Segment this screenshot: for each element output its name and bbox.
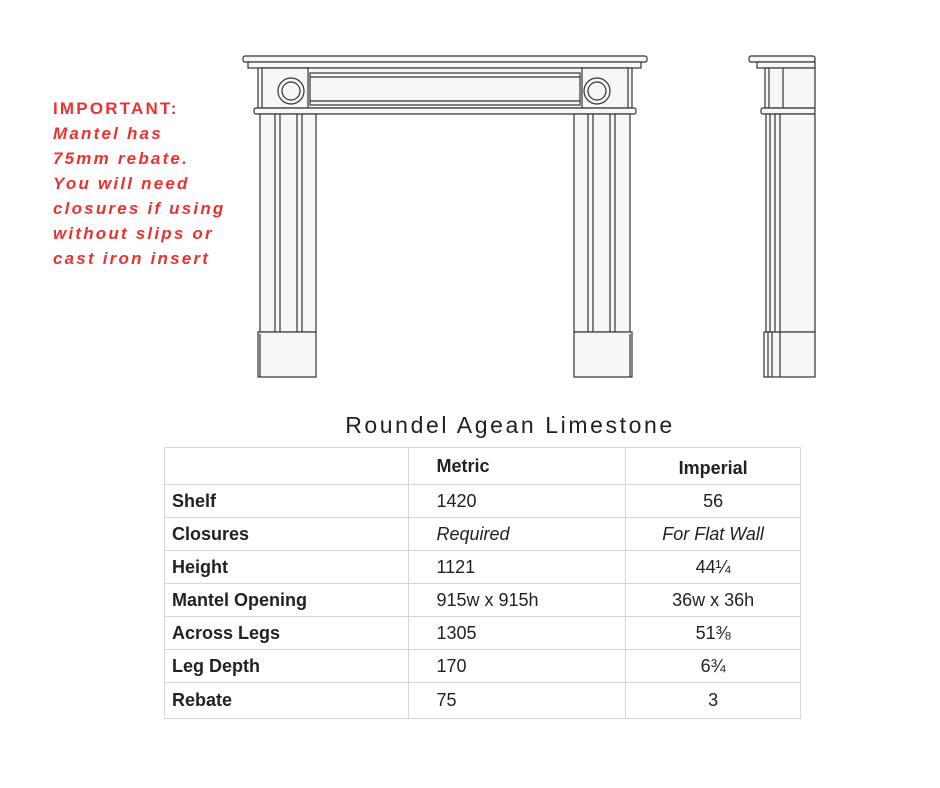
row-metric: 75 xyxy=(409,683,626,719)
row-label: Leg Depth xyxy=(165,650,409,683)
table-row xyxy=(165,617,801,650)
note-body: Mantel has 75mm rebate. You will need closures if using without slips or cast iron insert xyxy=(53,124,226,268)
right-plinth xyxy=(574,332,632,377)
side-frieze xyxy=(765,68,815,108)
left-leg xyxy=(260,114,316,332)
front-shelf-lower xyxy=(248,62,641,68)
table-header-row xyxy=(165,448,801,485)
row-label: Across Legs xyxy=(165,617,409,650)
row-metric: 1305 xyxy=(409,617,626,650)
table-row xyxy=(165,584,801,617)
row-imperial: 6¾ xyxy=(626,650,801,683)
row-imperial: 44¼ xyxy=(626,551,801,584)
side-leg xyxy=(766,114,815,332)
table-row xyxy=(165,551,801,584)
front-shelf xyxy=(243,56,647,62)
row-imperial: For Flat Wall xyxy=(626,518,801,551)
row-label: Mantel Opening xyxy=(165,584,409,617)
table-row xyxy=(165,683,801,719)
row-metric: Required xyxy=(409,518,626,551)
table-row xyxy=(165,650,801,683)
table-row xyxy=(165,485,801,518)
row-metric: 915w x 915h xyxy=(409,584,626,617)
header-label-cell xyxy=(165,448,409,485)
note-heading: IMPORTANT: xyxy=(53,99,179,118)
row-metric: 1121 xyxy=(409,551,626,584)
row-metric: 170 xyxy=(409,650,626,683)
row-label: Height xyxy=(165,551,409,584)
row-imperial: 51⅜ xyxy=(626,617,801,650)
header-metric: Metric xyxy=(409,448,626,485)
row-imperial: 36w x 36h xyxy=(626,584,801,617)
left-plinth xyxy=(258,332,316,377)
product-title: Roundel Agean Limestone xyxy=(345,412,675,438)
header-imperial: Imperial xyxy=(626,448,801,485)
right-leg xyxy=(574,114,630,332)
row-imperial: 3 xyxy=(626,683,801,719)
table-row xyxy=(165,518,801,551)
row-label: Shelf xyxy=(165,485,409,518)
frieze-panel xyxy=(310,73,580,105)
row-metric: 1420 xyxy=(409,485,626,518)
row-label: Rebate xyxy=(165,683,409,719)
side-shelf xyxy=(749,56,815,62)
dimensions-table xyxy=(164,447,801,719)
row-imperial: 56 xyxy=(626,485,801,518)
row-label: Closures xyxy=(165,518,409,551)
